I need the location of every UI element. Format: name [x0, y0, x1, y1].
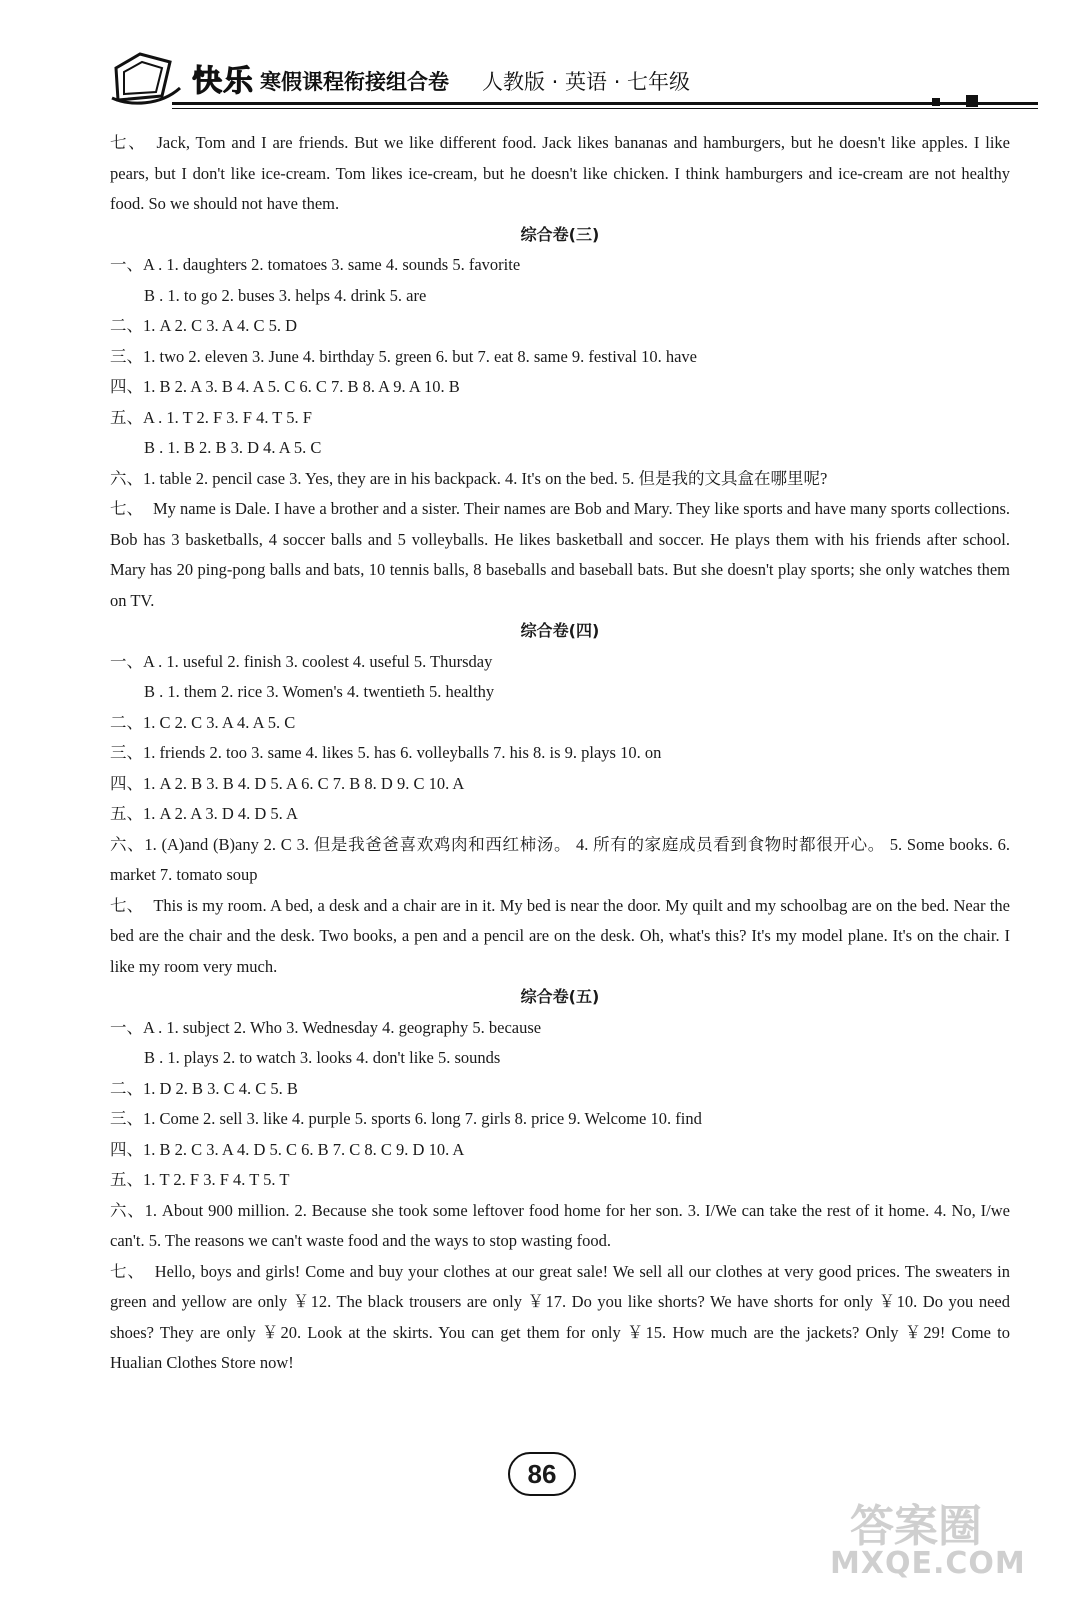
answer-line: 一、A . 1. daughters 2. tomatoes 3. same 4. sounds 5. favorite — [110, 255, 521, 274]
passage-7-b: 七、 My name is Dale. I have a brother and a sister. Their names are Bob and Mary. They like sports and have many sports collections. Bob has 3 basketballs, 4 soccer balls and 5 volleyballs. He likes basketball and soccer. He plays them with his friends after school. Mary has 20 ping-pong balls and bats, 10 tennis balls, 8 baseballs and baseball bats. But she doesn't play sports; she only watches them on TV. — [110, 499, 1011, 610]
answer-line: 四、1. A 2. B 3. B 4. D 5. A 6. C 7. B 8. D 9. C 10. A — [110, 773, 465, 793]
page-header — [100, 40, 1040, 130]
answer-line: 一、A . 1. subject 2. Who 3. Wednesday 4. geography 5. because — [110, 1017, 542, 1037]
answer-line: 六、1. About 900 million. 2. Because she took some leftover food home for her son. 3. I/We can take the rest of it home. 4. No, I/we can't. 5. The reasons we can't waste food and the ways to stop wasting food. — [110, 1200, 1010, 1250]
passage-7-d: 七、 Hello, boys and girls! Come and buy your clothes at our great sale! We sell all our clothes at very good prices. The sweaters in green and yellow are only ￥12. The black trousers are only ￥17. Do you like shorts? We have shorts for only ￥10. Do you need shoes? They are only ￥20. Look at the skirts. You can get them for only ￥15. How much are the jackets? Only ￥29! Come to Hualian Clothes Store now! — [110, 1261, 1010, 1372]
passage-7-a: 七、 Jack, Tom and I are friends. But we like different food. Jack likes bananas and hamburgers, but he doesn't like apples. I like pears, but I don't like ice-cream. Tom likes ice-cream, but he doesn't like chicken. I think hamburgers and ice-cream are not healthy food. So we should not have them. — [110, 133, 1011, 213]
page-number: 86 — [508, 1452, 576, 1496]
answer-line: 二、1. C 2. C 3. A 4. A 5. C — [110, 712, 296, 732]
answer-line: 一、A . 1. useful 2. finish 3. coolest 4. useful 5. Thursday — [110, 651, 493, 671]
answer-line: B . 1. them 2. rice 3. Women's 4. twentieth 5. healthy — [144, 682, 495, 701]
answer-line: 三、1. friends 2. too 3. same 4. likes 5. has 6. volleyballs 7. his 8. is 9. plays 10. on — [110, 743, 662, 762]
answer-line: B . 1. plays 2. to watch 3. looks 4. don't like 5. sounds — [144, 1048, 501, 1067]
answer-line: 二、1. D 2. B 3. C 4. C 5. B — [110, 1078, 298, 1098]
header-rule-thin — [172, 108, 1038, 109]
answer-key-content — [110, 128, 1010, 1379]
answer-line: 二、1. A 2. C 3. A 4. C 5. D — [110, 316, 298, 335]
watermark-url: MXQE.COM — [830, 1546, 1026, 1581]
passage-7-c: 七、 This is my room. A bed, a desk and a chair are in it. My bed is near the door. My quilt and my schoolbag are on the bed. Near the bed are the chair and the desk. Two books, a pen and a pencil are on the desk. Oh, what's this? It's my model plane. It's on the chair. I like my room very much. — [110, 895, 1010, 976]
answer-line: 六、1. table 2. pencil case 3. Yes, they are in his backpack. 4. It's on the bed. 5. 但是我的文具盒在哪里呢? — [110, 468, 828, 488]
rule-square-small — [932, 98, 940, 106]
answer-line: 六、1. (A)and (B)any 2. C 3. 但是我爸爸喜欢鸡肉和西红柿汤。 4. 所有的家庭成员看到食物时都很开心。 5. Some books. 6. market 7. tomato soup — [110, 834, 1010, 884]
answer-line: 四、1. B 2. A 3. B 4. A 5. C 6. C 7. B 8. A 9. A 10. B — [110, 377, 460, 396]
edition-subject-grade: 人教版 · 英语 · 七年级 — [482, 70, 691, 94]
answer-line: 三、1. Come 2. sell 3. like 4. purple 5. sports 6. long 7. girls 8. price 9. Welcome 10. find — [110, 1109, 702, 1128]
answer-line: 三、1. two 2. eleven 3. June 4. birthday 5. green 6. but 7. eat 8. same 9. festival 10. have — [110, 346, 697, 366]
header-rule — [172, 102, 1038, 105]
answer-line: B . 1. to go 2. buses 3. helps 4. drink 5. are — [144, 285, 427, 305]
watermark-logo-text: 答案圈 — [850, 1501, 982, 1552]
rule-square-large — [966, 95, 978, 107]
watermark — [830, 1490, 1060, 1590]
section-title-4: 综合卷(四) — [520, 621, 600, 640]
answer-line: 五、1. A 2. A 3. D 4. D 5. A — [110, 804, 298, 823]
book-logo-icon — [110, 48, 182, 108]
brand-logo: 快乐 — [192, 64, 254, 99]
answer-line: 四、1. B 2. C 3. A 4. D 5. C 6. B 7. C 8. C 9. D 10. A — [110, 1139, 465, 1159]
section-title-5: 综合卷(五) — [520, 987, 600, 1006]
page-number-bubble — [508, 1452, 572, 1498]
answer-line: B . 1. B 2. B 3. D 4. A 5. C — [144, 438, 322, 457]
series-title: 寒假课程衔接组合卷 — [260, 70, 449, 94]
section-title-3: 综合卷(三) — [520, 224, 600, 244]
answer-line: 五、A . 1. T 2. F 3. F 4. T 5. F — [110, 407, 312, 427]
answer-line: 五、1. T 2. F 3. F 4. T 5. T — [110, 1170, 290, 1189]
